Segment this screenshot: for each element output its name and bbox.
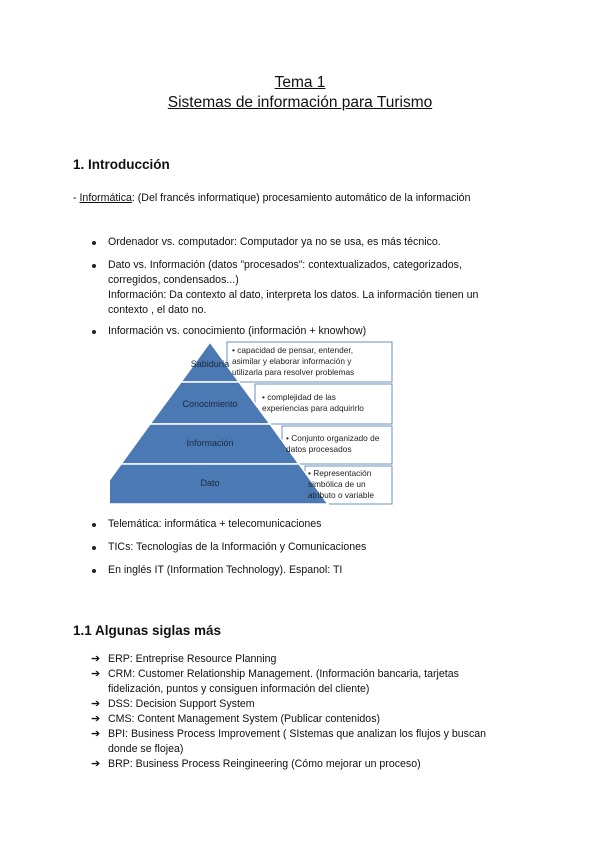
intro-definition (73, 191, 470, 206)
bullet-icon (92, 241, 96, 245)
arrow-icon: ➔ (91, 713, 101, 725)
pyramid-label-conocimiento: Conocimiento (182, 399, 238, 409)
bullet-line: Ordenador vs. computador: Computador ya no se usa, es más técnico. (108, 236, 441, 248)
arrow-icon: ➔ (91, 668, 101, 680)
acronym-line: DSS: Decision Support System (108, 698, 255, 710)
box-line: datos procesados (286, 444, 352, 454)
section-heading-introduccion: 1. Introducción (73, 157, 170, 172)
acronym-item-dss (108, 697, 255, 712)
bullet-line: contexto , el dato no. (108, 304, 207, 316)
bullet-item-telematica: Telemática: informática + telecomunicaciones (108, 518, 322, 530)
acronym-item-erp (108, 652, 276, 667)
acronym-item-crm (108, 667, 459, 697)
box-line: • complejidad de las (262, 392, 336, 402)
intro-rest: : (Del francés informatique) procesamiento automático de la información (131, 192, 471, 204)
box-line: • Representación (308, 468, 372, 478)
bullet-icon (92, 264, 96, 268)
bullet-item-informacion (108, 324, 366, 339)
acronym-line: CMS: Content Management System (Publicar contenidos) (108, 713, 381, 725)
box-line: • capacidad de pensar, entender, (232, 345, 353, 355)
box-line: • Conjunto organizado de (286, 433, 380, 443)
pyramid-box-text-dato (308, 468, 374, 501)
bullet-line: Dato vs. Información (datos ”procesados”: contextualizados, categorizados, (108, 259, 462, 271)
acronym-item-cms (108, 712, 380, 727)
section-heading-siglas: 1.1 Algunas siglas más (73, 623, 222, 638)
box-line: atributo o variable (308, 490, 374, 500)
acronym-item-brp (108, 757, 421, 772)
bullet-icon (92, 546, 96, 550)
bullet-item-dato (108, 258, 478, 318)
bullet-icon (92, 330, 96, 334)
box-line: utilizarla para resolver problemas (232, 367, 355, 377)
bullet-item-ordenador (108, 235, 441, 250)
pyramid-label-informacion: Información (186, 438, 234, 448)
arrow-icon: ➔ (91, 728, 101, 740)
intro-prefix: - (73, 192, 80, 204)
box-line: asimilar y elaborar información y (232, 356, 352, 366)
acronym-line: CRM: Customer Relationship Management. (Información bancaria, tarjetas (108, 668, 459, 680)
acronym-line: BRP: Business Process Reingineering (Cómo mejorar un proceso) (108, 758, 421, 770)
box-line: simbólica de un (308, 479, 366, 489)
acronym-line: BPI: Business Process Improvement ( SIstemas que analizan los flujos y buscan (108, 728, 487, 740)
acronym-line: fidelización, puntos y consiguen información del cliente) (108, 683, 370, 695)
bullet-line: Información vs. conocimiento (información + knowhow) (108, 325, 367, 337)
arrow-icon: ➔ (91, 653, 101, 665)
acronym-line: ERP: Entreprise Resource Planning (108, 653, 277, 665)
bullet-icon (92, 569, 96, 573)
pyramid-box-text-sabiduria (232, 345, 354, 378)
bullet-item-it: En inglés IT (Information Technology). Espanol: TI (108, 564, 343, 576)
document-title-line1: Tema 1 (274, 74, 326, 91)
box-line: experiencias para adquirirlo (262, 403, 364, 413)
pyramid-label-sabiduria: Sabiduría (190, 359, 230, 369)
intro-term: Informática (79, 192, 132, 204)
bullet-icon (92, 523, 96, 527)
arrow-icon: ➔ (91, 758, 101, 770)
bullet-item-tics: TICs: Tecnologías de la Información y Comunicaciones (108, 541, 367, 553)
pyramid-box-text-conocimiento (262, 392, 364, 414)
document-title-line2: Sistemas de información para Turismo (167, 94, 433, 111)
acronym-line: donde se flojea) (108, 743, 184, 755)
bullet-line: corregidos, condensados...) (108, 274, 239, 286)
acronym-item-bpi (108, 727, 486, 757)
arrow-icon: ➔ (91, 698, 101, 710)
bullet-line: Información: Da contexto al dato, interpreta los datos. La información tienen un (108, 289, 479, 301)
pyramid-label-dato: Dato (200, 478, 220, 488)
pyramid-box-text-informacion (286, 433, 379, 455)
